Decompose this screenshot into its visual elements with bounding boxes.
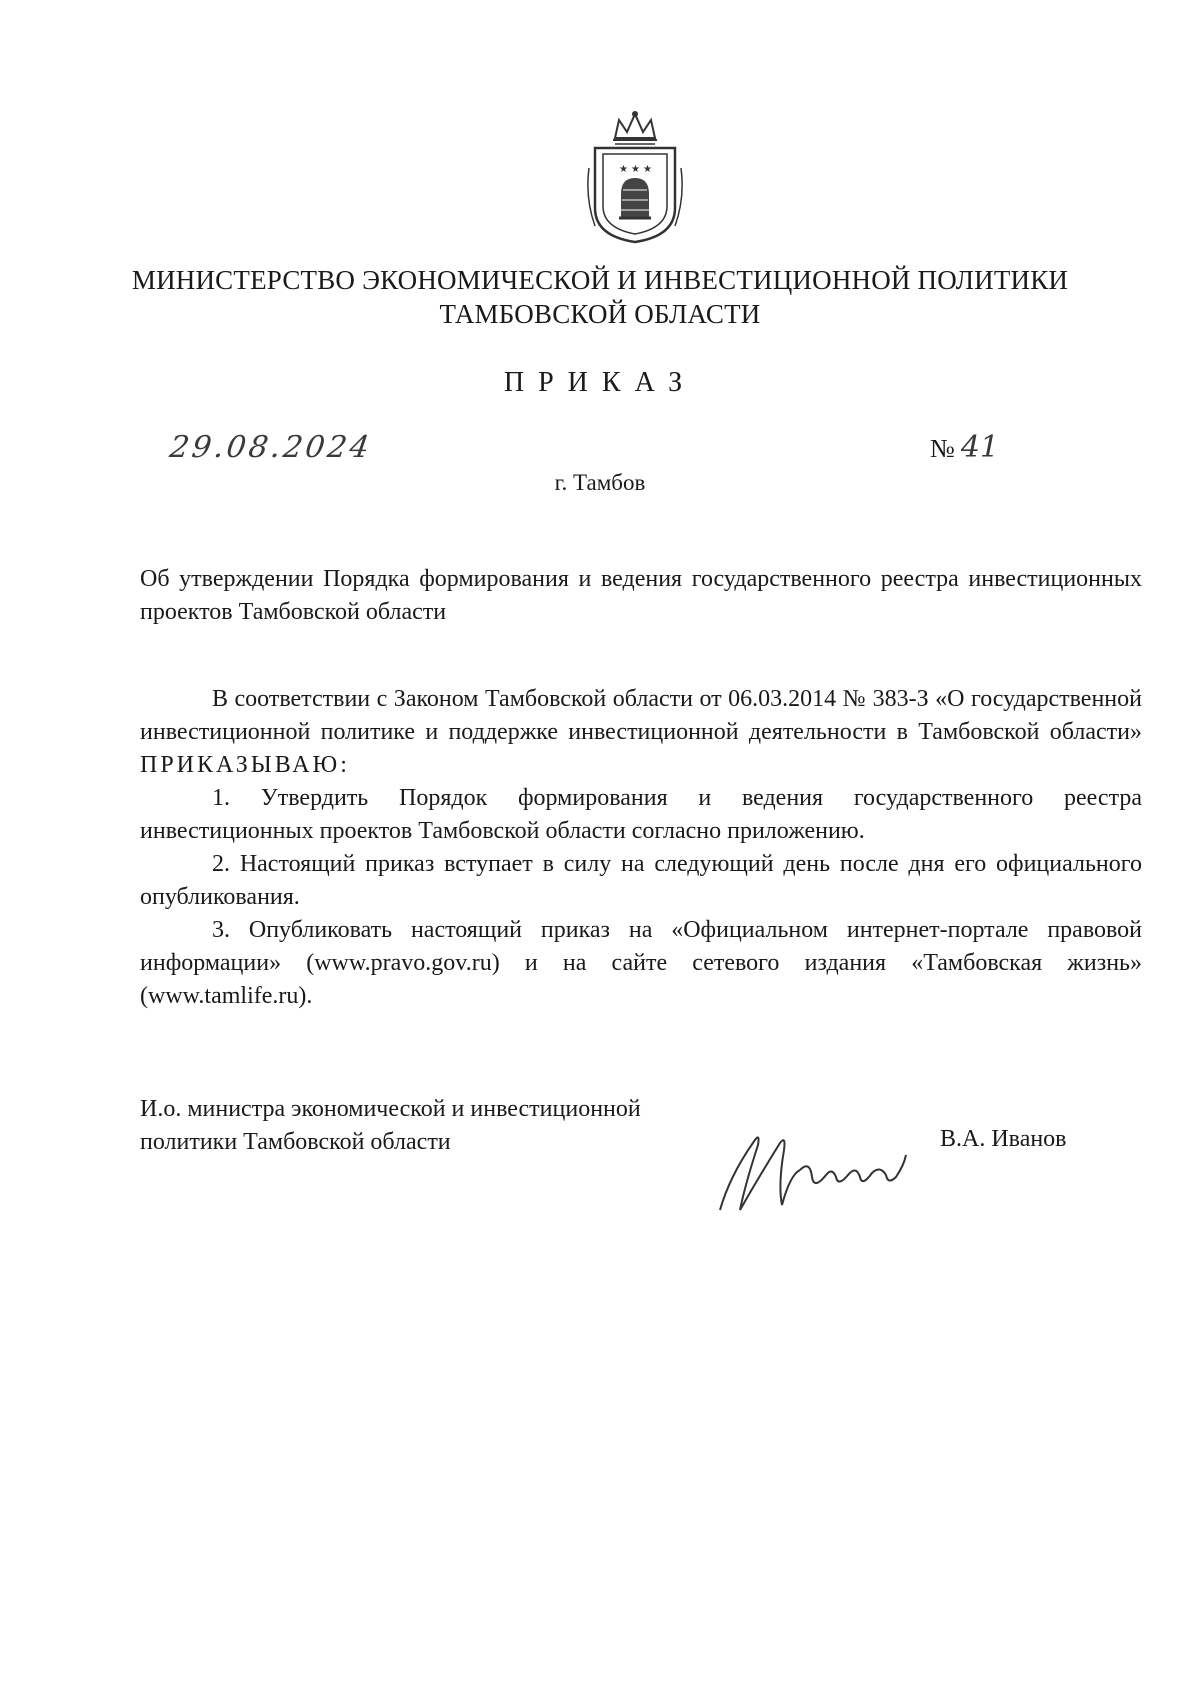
preamble-text: В соответствии с Законом Тамбовской области от 06.03.2014 № 383-З «О государственной инвестиционной политике и поддержке инвестиционной деятельности в Тамбовской области» xyxy=(140,686,1142,745)
order-subject: Об утверждении Порядка формирования и ведения государственного реестра инвестиционных проектов Тамбовской области xyxy=(140,566,1142,625)
svg-text:★: ★ xyxy=(631,164,640,175)
order-item-3: 3. Опубликовать настоящий приказ на «Официальном интернет-портале правовой информации» (www.pravo.gov.ru) и на сайте сетевого издания «Тамбовская жизнь» (www.tamlife.ru). xyxy=(140,917,1142,1009)
number-label: № xyxy=(930,434,955,463)
order-item-1: 1. Утвердить Порядок формирования и ведения государственного реестра инвестиционных проектов Тамбовской области согласно приложению. xyxy=(140,785,1142,844)
city: г. Тамбов xyxy=(554,470,646,495)
decree-word: ПРИКАЗЫВАЮ: xyxy=(140,752,350,778)
ministry-name xyxy=(100,263,1100,331)
order-date: 29.08.2024 xyxy=(167,430,375,465)
signer-name: В.А. Иванов xyxy=(940,1126,1067,1152)
svg-text:★: ★ xyxy=(643,164,652,175)
signer-position-line2: политики Тамбовской области xyxy=(140,1129,451,1155)
preamble-paragraph xyxy=(140,683,1142,782)
signer-position xyxy=(140,1093,641,1159)
tambov-coat-of-arms-icon xyxy=(585,108,685,246)
handwritten-signature xyxy=(700,1115,920,1215)
svg-text:★: ★ xyxy=(619,164,628,175)
order-body xyxy=(140,683,1142,1013)
order-title: ПРИКАЗ xyxy=(503,367,697,398)
ministry-name-line1: МИНИСТЕРСТВО ЭКОНОМИЧЕСКОЙ И ИНВЕСТИЦИОННОЙ ПОЛИТИКИ xyxy=(131,265,1069,295)
order-number xyxy=(930,430,999,465)
order-item-2: 2. Настоящий приказ вступает в силу на следующий день после дня его официального опубликования. xyxy=(140,851,1142,910)
ministry-name-line2: ТАМБОВСКОЙ ОБЛАСТИ xyxy=(439,299,761,329)
signer-position-line1: И.о. министра экономической и инвестиционной xyxy=(140,1096,641,1122)
number-value: 41 xyxy=(960,430,999,465)
